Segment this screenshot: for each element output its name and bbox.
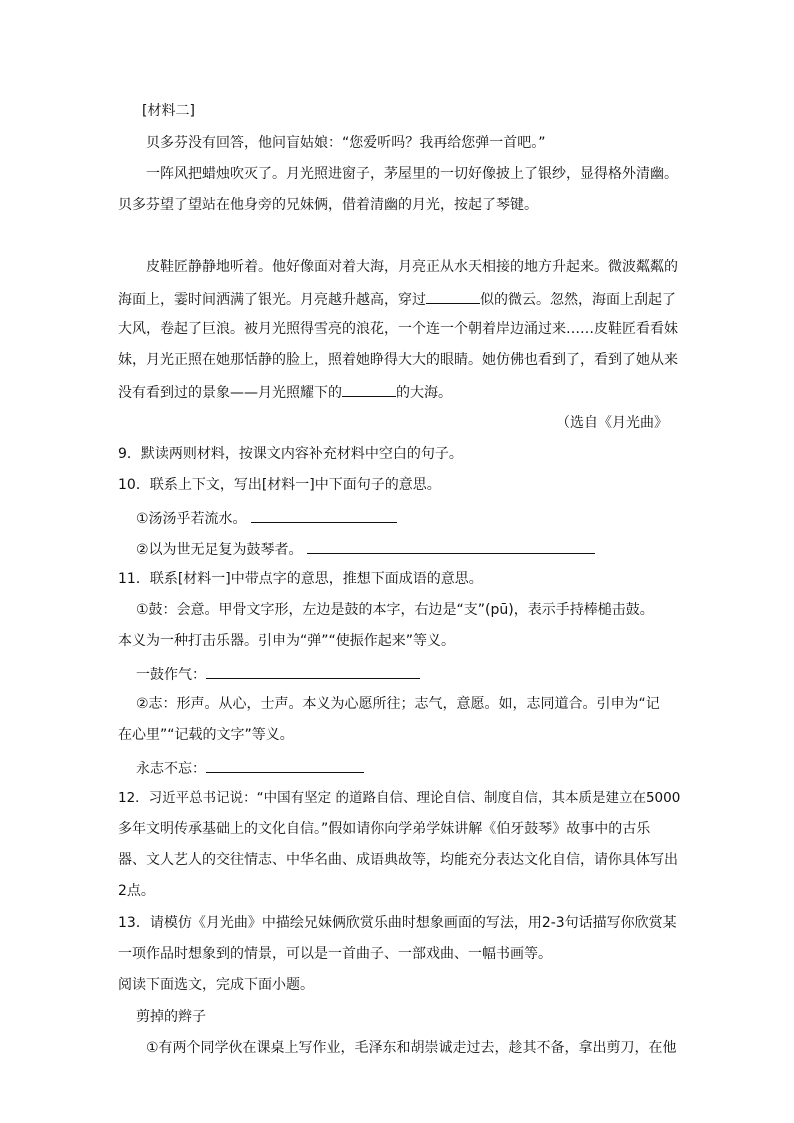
item-text: ②以为世无足复为鼓琴者。 (136, 542, 303, 558)
answer-blank-11-2[interactable] (206, 757, 364, 773)
text-fragment: 的大海。 (396, 385, 452, 401)
question-12-line3: 器、文人艺人的交往情志、中华名曲、成语典故等，均能充分表达文化自信，请你具体写出 (118, 852, 678, 868)
question-11: 11．联系[材料一]中带点字的意思，推想下面成语的意思。 (118, 571, 483, 587)
reading-instruction: 阅读下面选文，完成下面小题。 (118, 977, 314, 993)
answer-blank-10-2[interactable] (307, 538, 595, 554)
question-13-line2: 一项作品时想象到的情景，可以是一首曲子、一部戏曲、一幅书画等。 (118, 946, 552, 962)
question-12-line2: 多年文明传承基础上的文化自信。”假如请你向学弟学妹讲解《伯牙鼓琴》故事中的古乐 (118, 821, 651, 837)
question-12-line4: 2点。 (118, 883, 155, 899)
question-11-answer-1 (136, 663, 420, 685)
question-11-item-1-line2: 本义为一种打击乐器。引申为“弹”“使振作起来”等义。 (118, 633, 456, 649)
question-10-item-2 (136, 538, 595, 560)
answer-label: 永志不忘： (136, 761, 206, 777)
material-two-p2-line1: 一阵风把蜡烛吹灭了。月光照进窗子，茅屋里的一切好像披上了银纱，显得格外清幽。 (146, 166, 678, 182)
text-fragment: 似的微云。忽然，海面上刮起了 (480, 292, 676, 308)
material-two-heading: [材料二] (142, 103, 195, 119)
item-text: ①汤汤乎若流水。 (136, 511, 247, 527)
question-11-item-1-line1: ①鼓：会意。甲骨文字形，左边是鼓的本字，右边是“支”(pū)，表示手持棒槌击鼓。 (136, 602, 654, 618)
answer-label: 一鼓作气： (136, 667, 206, 683)
material-two-p1: 贝多芬没有回答，他问盲姑娘：“您爱听吗？我再给您弹一首吧。” (146, 135, 546, 151)
material-two-p3-line4: 妹，月光正照在她那恬静的脸上，照着她睁得大大的眼睛。她仿佛也看到了，看到了她从来 (118, 352, 678, 368)
question-10-item-1 (136, 507, 397, 529)
reading-p1: ①有两个同学伙在课桌上写作业，毛泽东和胡崇诚走过去，趁其不备，拿出剪刀，在他 (146, 1040, 677, 1056)
question-9: 9．默读两则材料，按课文内容补充材料中空白的句子。 (118, 446, 463, 462)
material-two-p3-line1: 皮鞋匠静静地听着。他好像面对着大海，月亮正从水天相接的地方升起来。微波粼粼的 (146, 259, 678, 275)
question-11-item-2-line1: ②志：形声。从心，士声。本义为心愿所往；志气，意愿。如，志同道合。引申为“记 (136, 696, 660, 712)
question-11-answer-2 (136, 757, 364, 779)
text-fragment: 没有看到过的景象——月光照耀下的 (118, 385, 342, 401)
answer-blank-10-1[interactable] (251, 507, 397, 523)
question-13-line1: 13．请模仿《月光曲》中描绘兄妹俩欣赏乐曲时想象画面的写法，用2-3句话描写你欣赏某 (118, 915, 677, 931)
material-two-p3-line5 (118, 381, 452, 403)
material-two-p2-line2: 贝多芬望了望站在他身旁的兄妹俩，借着清幽的月光，按起了琴键。 (118, 197, 538, 213)
material-two-p3-line3: 大风，卷起了巨浪。被月光照得雪亮的浪花，一个连一个朝着岸边涌过来……皮鞋匠看看妹 (118, 321, 678, 337)
material-two-p3-line2 (118, 288, 676, 310)
fill-blank-2[interactable] (342, 381, 396, 397)
question-11-item-2-line2: 在心里”“记载的文字”等义。 (118, 727, 294, 743)
fill-blank-1[interactable] (426, 288, 480, 304)
source-citation: （选自《月光曲》 (556, 415, 668, 431)
reading-title: 剪掉的辫子 (136, 1009, 206, 1025)
answer-blank-11-1[interactable] (206, 663, 420, 679)
question-12-line1: 12．习近平总书记说：“中国有坚定 的道路自信、理论自信、制度自信，其本质是建立在5000 (118, 790, 681, 806)
text-fragment: 海面上，霎时间洒满了银光。月亮越升越高，穿过 (118, 292, 426, 308)
question-10: 10．联系上下文，写出[材料一]中下面句子的意思。 (118, 477, 441, 493)
